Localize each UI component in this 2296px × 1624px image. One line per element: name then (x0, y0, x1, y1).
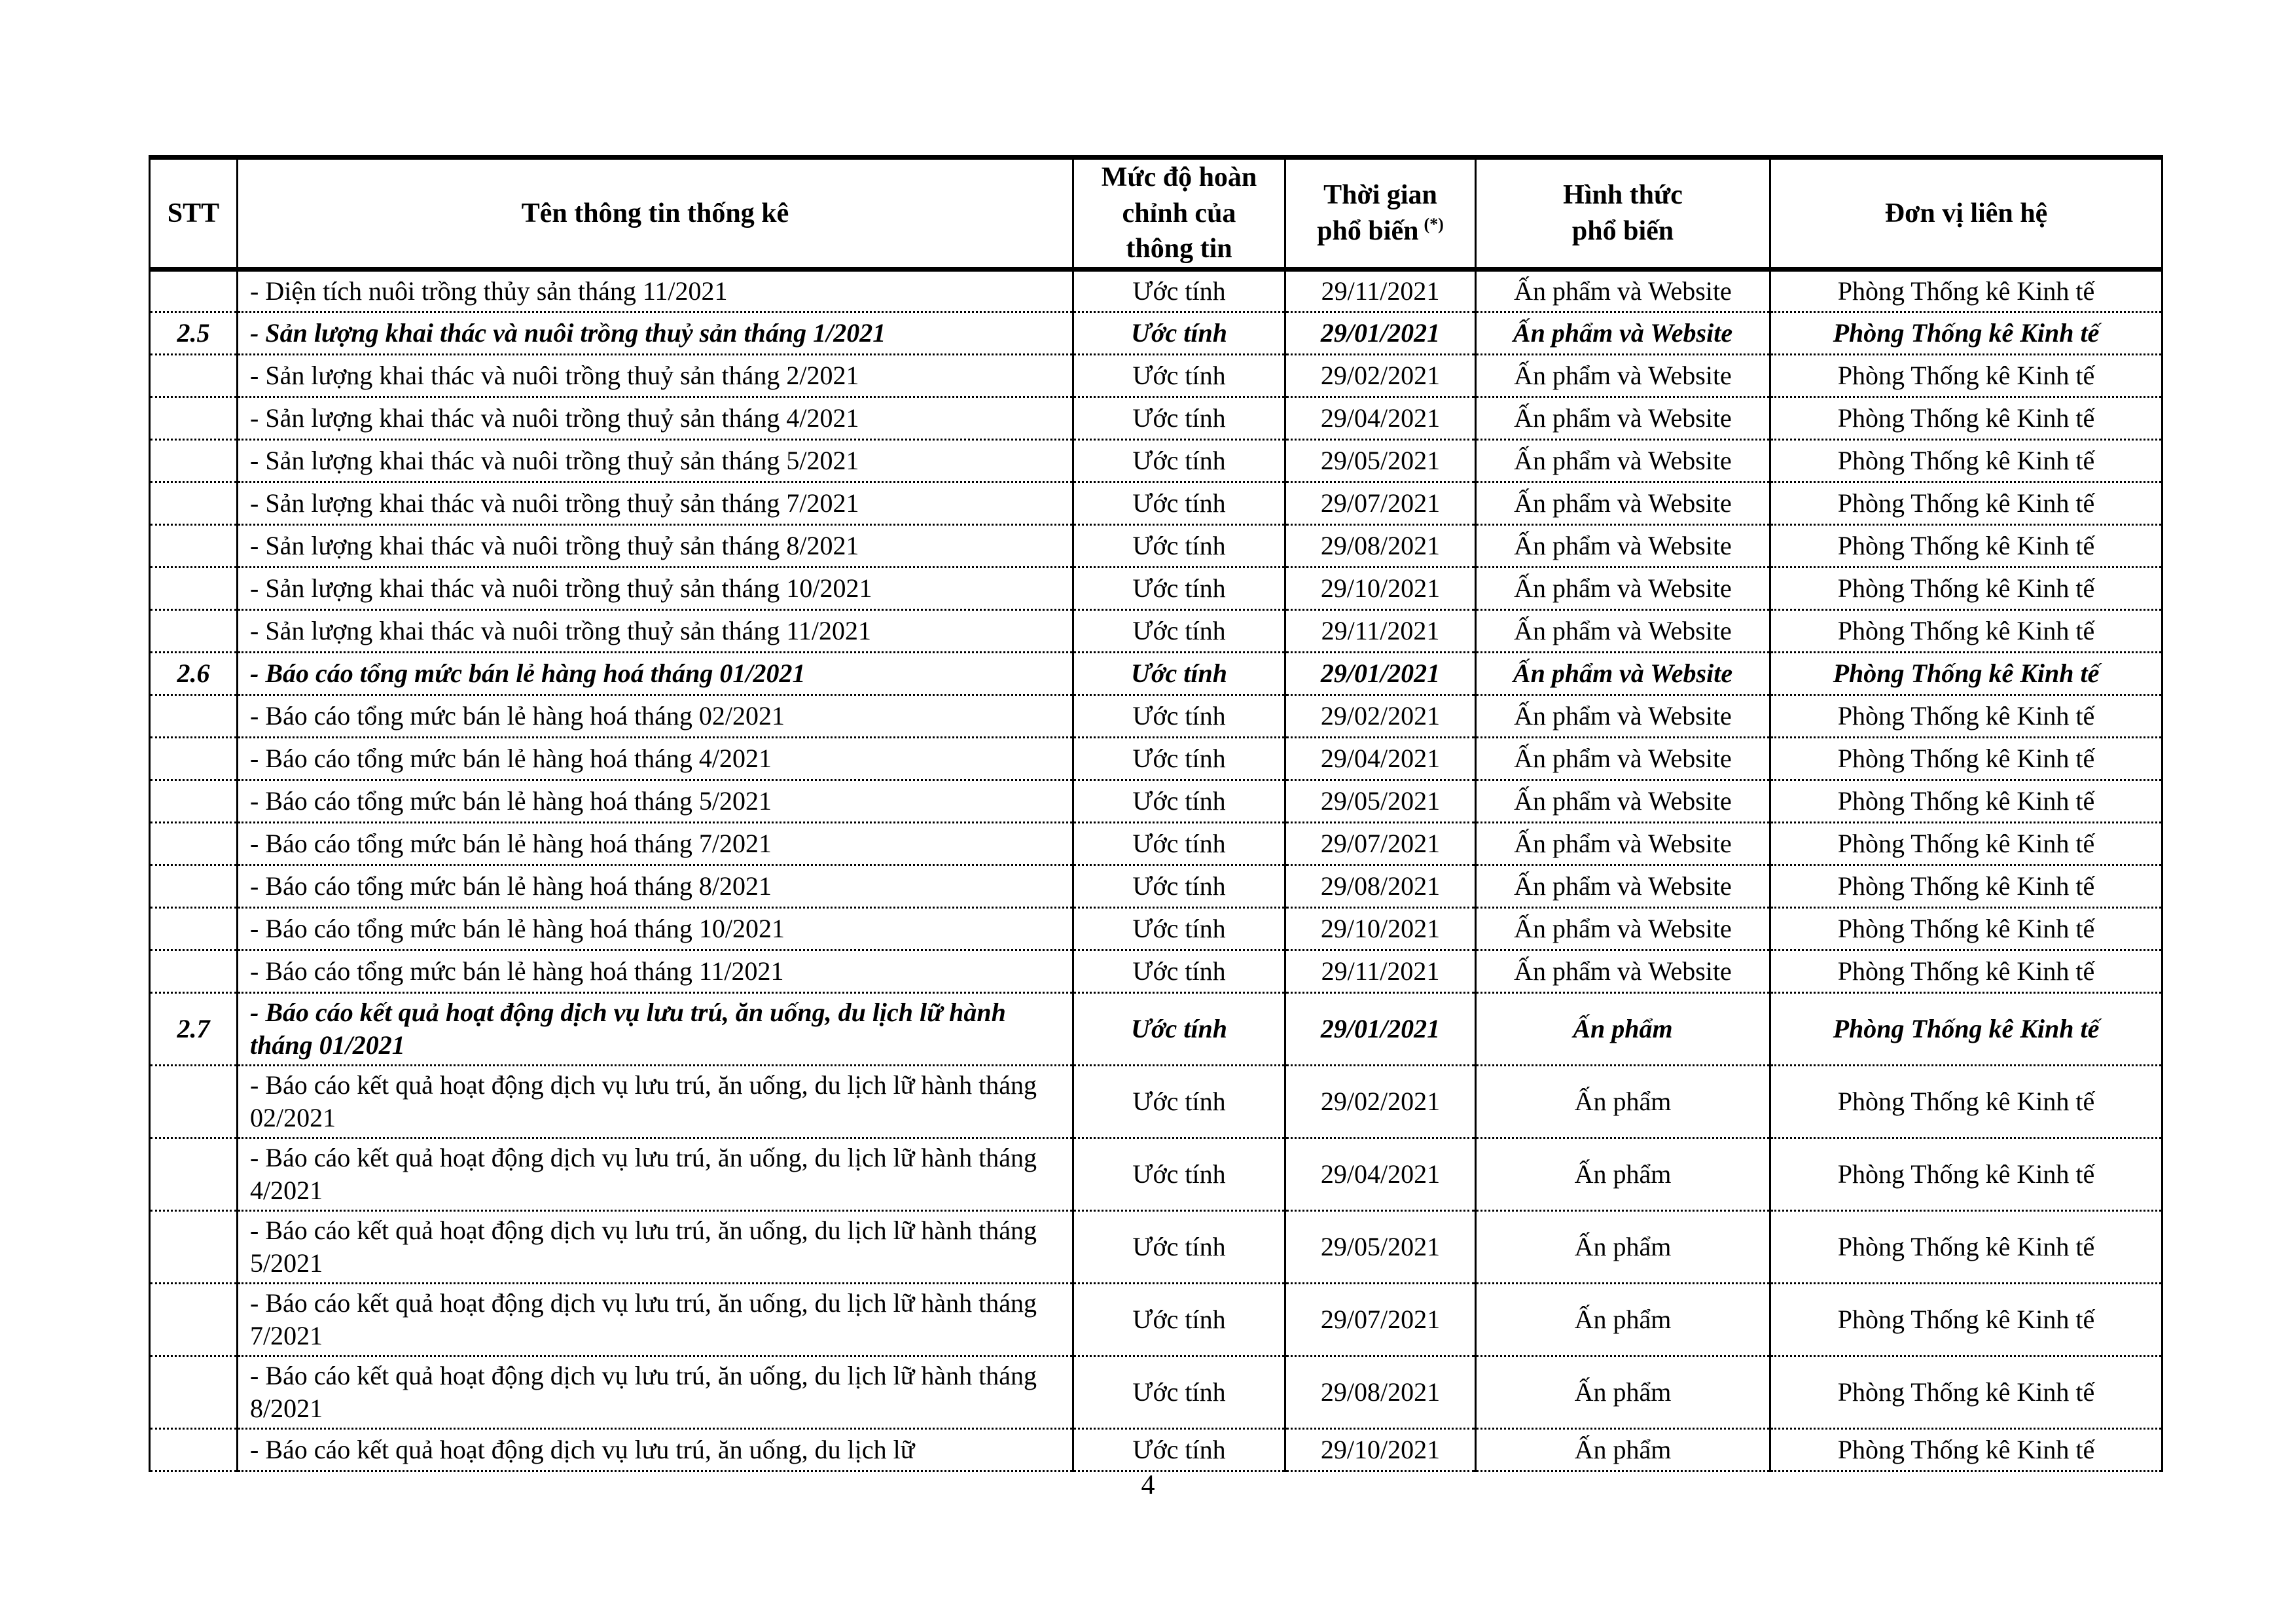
time-cell: 29/11/2021 (1285, 269, 1476, 312)
completeness-cell: Ước tính (1073, 1065, 1285, 1138)
name-cell: - Báo cáo kết quả hoạt động dịch vụ lưu trú, ăn uống, du lịch lữ hành tháng 8/2021 (238, 1356, 1073, 1428)
header-time-line1: Thời gian (1323, 180, 1437, 211)
unit-cell: Phòng Thống kê Kinh tế (1770, 1065, 2162, 1138)
form-cell: Ấn phẩm và Website (1476, 439, 1770, 482)
unit-cell: Phòng Thống kê Kinh tế (1770, 737, 2162, 780)
time-cell: 29/05/2021 (1285, 1210, 1476, 1283)
unit-cell: Phòng Thống kê Kinh tế (1770, 1210, 2162, 1283)
form-cell: Ấn phẩm và Website (1476, 780, 1770, 822)
unit-cell: Phòng Thống kê Kinh tế (1770, 312, 2162, 354)
completeness-cell: Ước tính (1073, 397, 1285, 439)
header-name-label: Tên thông tin thống kê (521, 198, 789, 228)
form-cell: Ấn phẩm và Website (1476, 269, 1770, 312)
time-cell: 29/01/2021 (1285, 652, 1476, 695)
form-cell: Ấn phẩm và Website (1476, 865, 1770, 907)
form-cell: Ấn phẩm (1476, 992, 1770, 1065)
unit-cell: Phòng Thống kê Kinh tế (1770, 567, 2162, 609)
unit-cell: Phòng Thống kê Kinh tế (1770, 780, 2162, 822)
unit-cell: Phòng Thống kê Kinh tế (1770, 354, 2162, 397)
header-completeness-line3: thông tin (1126, 234, 1232, 264)
header-unit-label: Đơn vị liên hệ (1884, 198, 2048, 228)
name-cell: - Báo cáo kết quả hoạt động dịch vụ lưu trú, ăn uống, du lịch lữ hành tháng 01/2021 (238, 992, 1073, 1065)
stt-cell (150, 865, 238, 907)
table-row (150, 312, 2162, 354)
time-cell: 29/11/2021 (1285, 950, 1476, 992)
form-cell: Ấn phẩm (1476, 1065, 1770, 1138)
name-cell: - Sản lượng khai thác và nuôi trồng thuỷ sản tháng 2/2021 (238, 354, 1073, 397)
form-cell: Ấn phẩm và Website (1476, 737, 1770, 780)
table-row (150, 950, 2162, 992)
form-cell: Ấn phẩm (1476, 1138, 1770, 1210)
completeness-cell: Ước tính (1073, 822, 1285, 865)
table-row (150, 1210, 2162, 1283)
stt-cell (150, 1065, 238, 1138)
unit-cell: Phòng Thống kê Kinh tế (1770, 907, 2162, 950)
header-form-line1: Hình thức (1563, 180, 1683, 211)
header-completeness (1073, 158, 1285, 270)
name-cell: - Sản lượng khai thác và nuôi trồng thuỷ sản tháng 4/2021 (238, 397, 1073, 439)
stt-cell (150, 737, 238, 780)
form-cell: Ấn phẩm và Website (1476, 695, 1770, 737)
completeness-cell: Ước tính (1073, 1210, 1285, 1283)
stt-cell (150, 609, 238, 652)
header-time-line2-text: phổ biến (1317, 215, 1419, 246)
stt-cell (150, 1356, 238, 1428)
name-cell: - Báo cáo tổng mức bán lẻ hàng hoá tháng 02/2021 (238, 695, 1073, 737)
time-cell: 29/04/2021 (1285, 737, 1476, 780)
unit-cell: Phòng Thống kê Kinh tế (1770, 439, 2162, 482)
completeness-cell: Ước tính (1073, 524, 1285, 567)
completeness-cell: Ước tính (1073, 737, 1285, 780)
stt-cell (150, 354, 238, 397)
table-row (150, 695, 2162, 737)
header-row (150, 158, 2162, 270)
footnote-marker: (*) (1424, 214, 1444, 234)
form-cell: Ấn phẩm (1476, 1210, 1770, 1283)
table-row (150, 1356, 2162, 1428)
header-time-line2 (1317, 216, 1444, 246)
table-row (150, 439, 2162, 482)
stt-cell (150, 1210, 238, 1283)
name-cell: - Sản lượng khai thác và nuôi trồng thuỷ sản tháng 1/2021 (238, 312, 1073, 354)
time-cell: 29/01/2021 (1285, 992, 1476, 1065)
stt-cell (150, 822, 238, 865)
unit-cell: Phòng Thống kê Kinh tế (1770, 1138, 2162, 1210)
stt-cell (150, 269, 238, 312)
form-cell: Ấn phẩm và Website (1476, 482, 1770, 524)
time-cell: 29/05/2021 (1285, 780, 1476, 822)
completeness-cell: Ước tính (1073, 992, 1285, 1065)
form-cell: Ấn phẩm và Website (1476, 312, 1770, 354)
table-row (150, 822, 2162, 865)
unit-cell: Phòng Thống kê Kinh tế (1770, 992, 2162, 1065)
table-row (150, 354, 2162, 397)
time-cell: 29/01/2021 (1285, 312, 1476, 354)
unit-cell: Phòng Thống kê Kinh tế (1770, 482, 2162, 524)
unit-cell: Phòng Thống kê Kinh tế (1770, 1428, 2162, 1471)
stt-cell (150, 482, 238, 524)
name-cell: - Báo cáo tổng mức bán lẻ hàng hoá tháng 01/2021 (238, 652, 1073, 695)
header-name (238, 158, 1073, 270)
form-cell: Ấn phẩm và Website (1476, 652, 1770, 695)
unit-cell: Phòng Thống kê Kinh tế (1770, 1283, 2162, 1356)
header-unit (1770, 158, 2162, 270)
name-cell: - Báo cáo kết quả hoạt động dịch vụ lưu trú, ăn uống, du lịch lữ hành tháng 5/2021 (238, 1210, 1073, 1283)
name-cell: - Báo cáo kết quả hoạt động dịch vụ lưu trú, ăn uống, du lịch lữ (238, 1428, 1073, 1471)
time-cell: 29/04/2021 (1285, 397, 1476, 439)
unit-cell: Phòng Thống kê Kinh tế (1770, 695, 2162, 737)
header-time (1285, 158, 1476, 270)
table-body (150, 269, 2162, 1471)
stt-cell (150, 1428, 238, 1471)
header-stt-label: STT (167, 198, 220, 228)
form-cell: Ấn phẩm và Website (1476, 524, 1770, 567)
completeness-cell: Ước tính (1073, 1356, 1285, 1428)
stt-cell (150, 780, 238, 822)
form-cell: Ấn phẩm và Website (1476, 950, 1770, 992)
table-row (150, 567, 2162, 609)
time-cell: 29/07/2021 (1285, 1283, 1476, 1356)
header-form (1476, 158, 1770, 270)
time-cell: 29/02/2021 (1285, 1065, 1476, 1138)
stt-cell (150, 950, 238, 992)
completeness-cell: Ước tính (1073, 780, 1285, 822)
stt-cell (150, 1283, 238, 1356)
time-cell: 29/10/2021 (1285, 567, 1476, 609)
name-cell: - Báo cáo kết quả hoạt động dịch vụ lưu trú, ăn uống, du lịch lữ hành tháng 4/2021 (238, 1138, 1073, 1210)
unit-cell: Phòng Thống kê Kinh tế (1770, 950, 2162, 992)
form-cell: Ấn phẩm (1476, 1283, 1770, 1356)
form-cell: Ấn phẩm và Website (1476, 397, 1770, 439)
name-cell: - Báo cáo tổng mức bán lẻ hàng hoá tháng 10/2021 (238, 907, 1073, 950)
table-row (150, 524, 2162, 567)
time-cell: 29/10/2021 (1285, 907, 1476, 950)
form-cell: Ấn phẩm và Website (1476, 907, 1770, 950)
time-cell: 29/07/2021 (1285, 822, 1476, 865)
completeness-cell: Ước tính (1073, 695, 1285, 737)
table-row (150, 865, 2162, 907)
table-row (150, 1283, 2162, 1356)
table-header (150, 158, 2162, 270)
name-cell: - Báo cáo kết quả hoạt động dịch vụ lưu trú, ăn uống, du lịch lữ hành tháng 02/2021 (238, 1065, 1073, 1138)
name-cell: - Báo cáo tổng mức bán lẻ hàng hoá tháng 5/2021 (238, 780, 1073, 822)
table-row (150, 737, 2162, 780)
completeness-cell: Ước tính (1073, 1428, 1285, 1471)
completeness-cell: Ước tính (1073, 312, 1285, 354)
stt-cell (150, 907, 238, 950)
name-cell: - Sản lượng khai thác và nuôi trồng thuỷ sản tháng 8/2021 (238, 524, 1073, 567)
stt-cell (150, 695, 238, 737)
table-row (150, 269, 2162, 312)
time-cell: 29/02/2021 (1285, 354, 1476, 397)
form-cell: Ấn phẩm và Website (1476, 354, 1770, 397)
time-cell: 29/08/2021 (1285, 524, 1476, 567)
table-row (150, 992, 2162, 1065)
page-number: 4 (1141, 1470, 1155, 1500)
table-row (150, 482, 2162, 524)
completeness-cell: Ước tính (1073, 609, 1285, 652)
time-cell: 29/08/2021 (1285, 865, 1476, 907)
time-cell: 29/07/2021 (1285, 482, 1476, 524)
completeness-cell: Ước tính (1073, 1138, 1285, 1210)
form-cell: Ấn phẩm và Website (1476, 822, 1770, 865)
stt-cell (150, 397, 238, 439)
stt-cell: 2.6 (150, 652, 238, 695)
table-row (150, 1428, 2162, 1471)
unit-cell: Phòng Thống kê Kinh tế (1770, 397, 2162, 439)
header-stt (150, 158, 238, 270)
name-cell: - Báo cáo tổng mức bán lẻ hàng hoá tháng 11/2021 (238, 950, 1073, 992)
name-cell: - Sản lượng khai thác và nuôi trồng thuỷ sản tháng 10/2021 (238, 567, 1073, 609)
unit-cell: Phòng Thống kê Kinh tế (1770, 524, 2162, 567)
table-row (150, 780, 2162, 822)
unit-cell: Phòng Thống kê Kinh tế (1770, 269, 2162, 312)
time-cell: 29/08/2021 (1285, 1356, 1476, 1428)
header-form-line2: phổ biến (1571, 215, 1674, 246)
statistics-dissemination-table (149, 155, 2163, 1472)
completeness-cell: Ước tính (1073, 652, 1285, 695)
completeness-cell: Ước tính (1073, 482, 1285, 524)
table-row (150, 1138, 2162, 1210)
completeness-cell: Ước tính (1073, 950, 1285, 992)
time-cell: 29/11/2021 (1285, 609, 1476, 652)
table-row (150, 907, 2162, 950)
completeness-cell: Ước tính (1073, 567, 1285, 609)
stt-cell (150, 439, 238, 482)
time-cell: 29/02/2021 (1285, 695, 1476, 737)
name-cell: - Sản lượng khai thác và nuôi trồng thuỷ sản tháng 5/2021 (238, 439, 1073, 482)
completeness-cell: Ước tính (1073, 269, 1285, 312)
name-cell: - Diện tích nuôi trồng thủy sản tháng 11/2021 (238, 269, 1073, 312)
completeness-cell: Ước tính (1073, 1283, 1285, 1356)
unit-cell: Phòng Thống kê Kinh tế (1770, 652, 2162, 695)
completeness-cell: Ước tính (1073, 354, 1285, 397)
form-cell: Ấn phẩm (1476, 1356, 1770, 1428)
form-cell: Ấn phẩm và Website (1476, 609, 1770, 652)
header-completeness-line2: chỉnh của (1122, 198, 1236, 228)
table-row (150, 652, 2162, 695)
table-row (150, 1065, 2162, 1138)
stt-cell (150, 567, 238, 609)
name-cell: - Sản lượng khai thác và nuôi trồng thuỷ sản tháng 7/2021 (238, 482, 1073, 524)
table-row (150, 609, 2162, 652)
time-cell: 29/10/2021 (1285, 1428, 1476, 1471)
name-cell: - Báo cáo tổng mức bán lẻ hàng hoá tháng 7/2021 (238, 822, 1073, 865)
table-row (150, 397, 2162, 439)
unit-cell: Phòng Thống kê Kinh tế (1770, 609, 2162, 652)
name-cell: - Báo cáo kết quả hoạt động dịch vụ lưu trú, ăn uống, du lịch lữ hành tháng 7/2021 (238, 1283, 1073, 1356)
unit-cell: Phòng Thống kê Kinh tế (1770, 865, 2162, 907)
name-cell: - Báo cáo tổng mức bán lẻ hàng hoá tháng 8/2021 (238, 865, 1073, 907)
name-cell: - Sản lượng khai thác và nuôi trồng thuỷ sản tháng 11/2021 (238, 609, 1073, 652)
name-cell: - Báo cáo tổng mức bán lẻ hàng hoá tháng 4/2021 (238, 737, 1073, 780)
time-cell: 29/05/2021 (1285, 439, 1476, 482)
header-completeness-line1: Mức độ hoàn (1101, 162, 1257, 192)
stt-cell (150, 1138, 238, 1210)
completeness-cell: Ước tính (1073, 865, 1285, 907)
completeness-cell: Ước tính (1073, 907, 1285, 950)
stt-cell: 2.7 (150, 992, 238, 1065)
unit-cell: Phòng Thống kê Kinh tế (1770, 822, 2162, 865)
stt-cell: 2.5 (150, 312, 238, 354)
unit-cell: Phòng Thống kê Kinh tế (1770, 1356, 2162, 1428)
form-cell: Ấn phẩm (1476, 1428, 1770, 1471)
form-cell: Ấn phẩm và Website (1476, 567, 1770, 609)
completeness-cell: Ước tính (1073, 439, 1285, 482)
time-cell: 29/04/2021 (1285, 1138, 1476, 1210)
stt-cell (150, 524, 238, 567)
